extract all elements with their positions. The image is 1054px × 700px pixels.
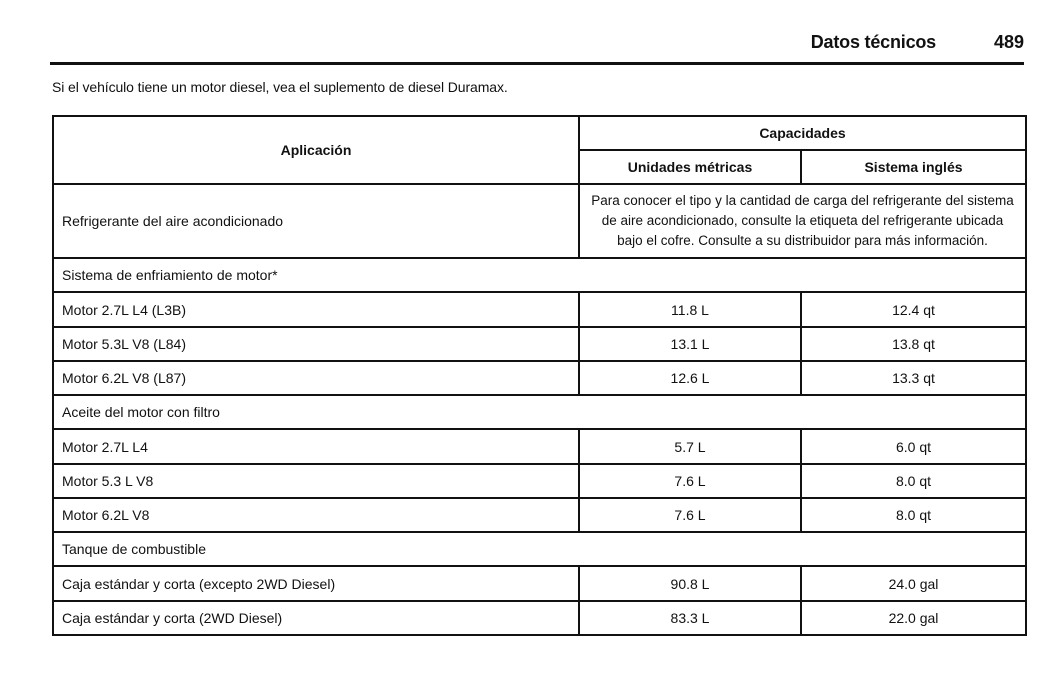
table-row	[53, 184, 1026, 258]
header-english-system: Sistema inglés	[801, 150, 1026, 184]
row-english-value: 8.0 qt	[801, 464, 1026, 498]
row-label: Motor 6.2L V8	[53, 498, 579, 532]
section-title: Datos técnicos	[810, 32, 936, 52]
row-label: Motor 2.7L L4 (L3B)	[53, 292, 579, 327]
table-row	[53, 361, 1026, 395]
row-metric-value: 7.6 L	[579, 498, 801, 532]
refrigerant-note: Para conocer el tipo y la cantidad de carga del refrigerante del sistema de aire acondicionado, consulte la etiqueta del refrigerante ubicada bajo el cofre. Consulte a su distribuidor para más información.	[579, 184, 1026, 258]
header-capacities: Capacidades	[579, 116, 1026, 150]
row-english-value: 22.0 gal	[801, 601, 1026, 635]
row-english-value: 6.0 qt	[801, 429, 1026, 464]
table-row	[53, 327, 1026, 361]
row-label: Motor 5.3L V8 (L84)	[53, 327, 579, 361]
row-english-value: 13.3 qt	[801, 361, 1026, 395]
group-row	[53, 395, 1026, 429]
row-metric-value: 90.8 L	[579, 566, 801, 601]
row-label: Motor 6.2L V8 (L87)	[53, 361, 579, 395]
row-label: Motor 2.7L L4	[53, 429, 579, 464]
table-row	[53, 292, 1026, 327]
table-row	[53, 429, 1026, 464]
header-application: Aplicación	[53, 116, 579, 184]
row-english-value: 8.0 qt	[801, 498, 1026, 532]
row-metric-value: 11.8 L	[579, 292, 801, 327]
page-number: 489	[993, 32, 1024, 52]
table-row	[53, 498, 1026, 532]
row-metric-value: 7.6 L	[579, 464, 801, 498]
row-english-value: 12.4 qt	[801, 292, 1026, 327]
capacities-table	[52, 115, 1027, 636]
intro-text: Si el vehículo tiene un motor diesel, vea el suplemento de diesel Duramax.	[52, 79, 508, 95]
group-title: Sistema de enfriamiento de motor*	[53, 258, 1026, 292]
group-row	[53, 532, 1026, 566]
row-metric-value: 12.6 L	[579, 361, 801, 395]
page-header	[50, 28, 1024, 65]
header-metric-units: Unidades métricas	[579, 150, 801, 184]
row-english-value: 13.8 qt	[801, 327, 1026, 361]
table-row	[53, 566, 1026, 601]
group-row	[53, 258, 1026, 292]
row-label: Caja estándar y corta (2WD Diesel)	[53, 601, 579, 635]
refrigerant-label: Refrigerante del aire acondicionado	[53, 184, 579, 258]
table-row	[53, 464, 1026, 498]
row-english-value: 24.0 gal	[801, 566, 1026, 601]
row-metric-value: 83.3 L	[579, 601, 801, 635]
row-metric-value: 5.7 L	[579, 429, 801, 464]
group-title: Aceite del motor con filtro	[53, 395, 1026, 429]
row-label: Motor 5.3 L V8	[53, 464, 579, 498]
group-title: Tanque de combustible	[53, 532, 1026, 566]
row-label: Caja estándar y corta (excepto 2WD Diesel)	[53, 566, 579, 601]
table-row	[53, 601, 1026, 635]
row-metric-value: 13.1 L	[579, 327, 801, 361]
